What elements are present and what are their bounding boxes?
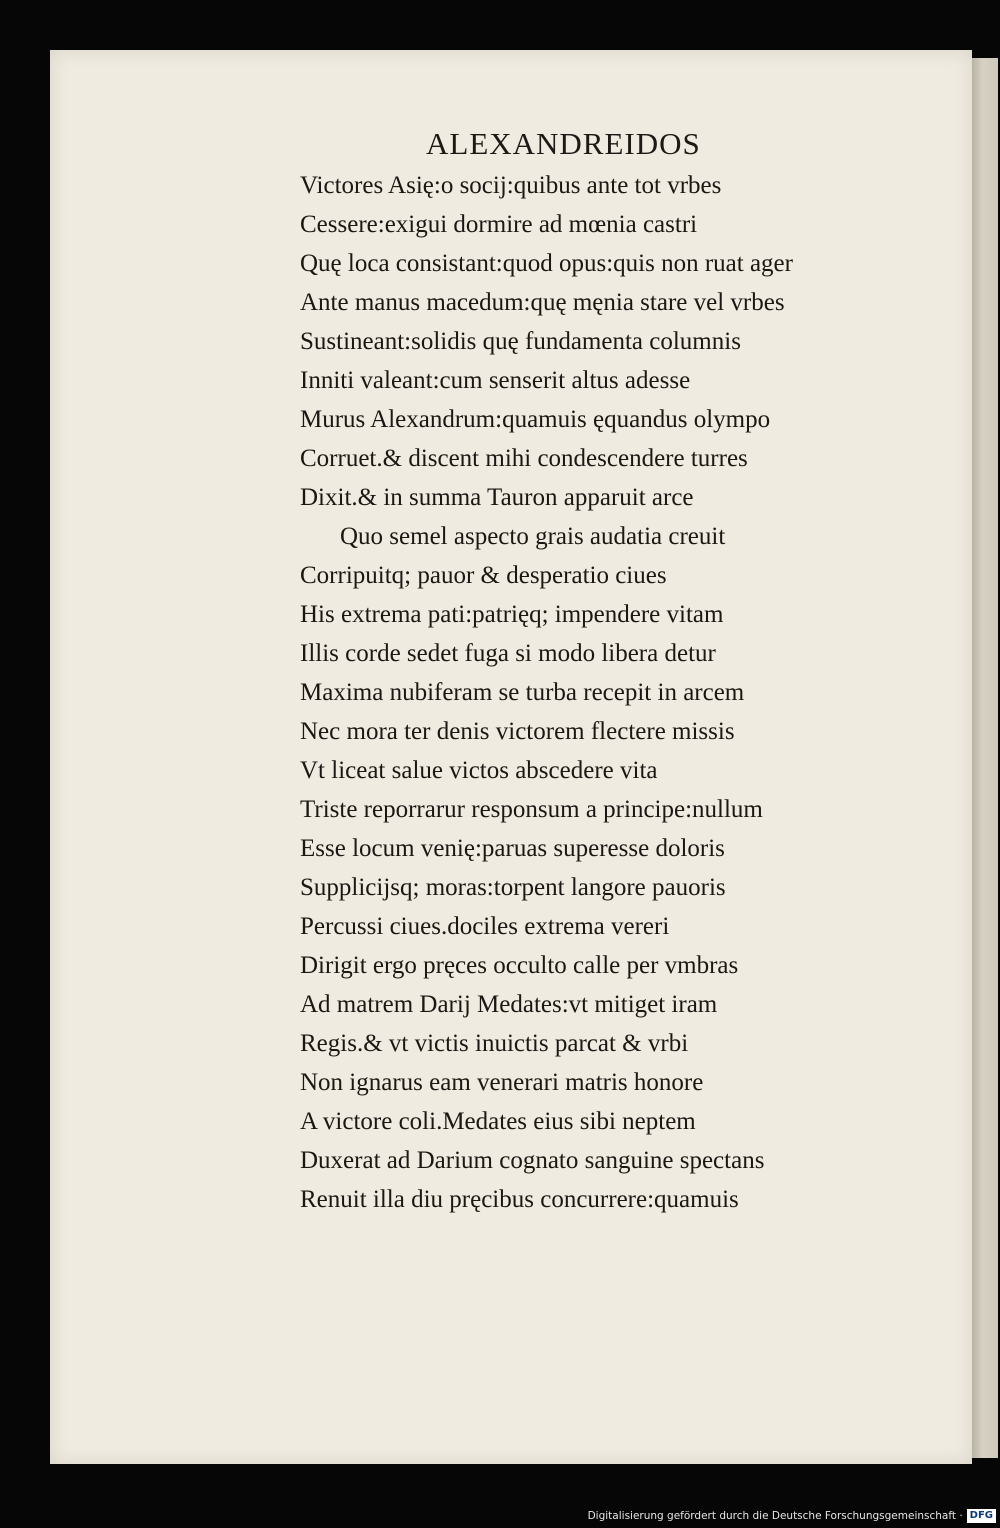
- verse-line: Non ignarus eam venerari matris honore: [300, 1069, 704, 1096]
- verse-line: Duxerat ad Darium cognato sanguine spectans: [300, 1147, 765, 1174]
- verse-line: Supplicijsq; moras:torpent langore pauoris: [300, 874, 726, 901]
- verse-line: Ad matrem Darij Medates:vt mitiget iram: [300, 991, 718, 1018]
- verse-line: Cessere:exigui dormire ad mœnia castri: [300, 211, 698, 238]
- verse-line: Quę loca consistant:quod opus:quis non ruat ager: [300, 250, 793, 277]
- dfg-logo: DFG: [967, 1509, 996, 1523]
- funding-credit-text: Digitalisierung gefördert durch die Deutsche Forschungsgemeinschaft ·: [587, 1510, 963, 1522]
- verse-line: A victore coli.Medates eius sibi neptem: [300, 1108, 696, 1135]
- verse-line: Corruet.& discent mihi condescendere turres: [300, 445, 748, 472]
- page-title: ALEXANDREIDOS: [426, 126, 701, 161]
- verse-line: Vt liceat salue victos abscedere vita: [300, 757, 658, 784]
- funding-credit-bar: [587, 1504, 1000, 1528]
- verse-line: Esse locum venię:paruas superesse doloris: [300, 835, 725, 862]
- verse-line: Maxima nubiferam se turba recepit in arcem: [300, 679, 745, 706]
- verse-line: Corripuitq; pauor & desperatio ciues: [300, 562, 667, 589]
- verse-line: Sustineant:solidis quę fundamenta columnis: [300, 328, 741, 355]
- verse-line: Dixit.& in summa Tauron apparuit arce: [300, 484, 694, 511]
- verse-line: Nec mora ter denis victorem flectere missis: [300, 718, 735, 745]
- verse-line: Quo semel aspecto grais audatia creuit: [340, 523, 726, 550]
- verse-line: Triste reporrarur responsum a principe:nullum: [300, 796, 763, 823]
- verse-line: Murus Alexandrum:quamuis ęquandus olympo: [300, 406, 771, 433]
- verse-line: His extrema pati:patrięq; impendere vitam: [300, 601, 724, 628]
- verse-text: [300, 166, 920, 1219]
- verse-line: Percussi ciues.dociles extrema vereri: [300, 913, 670, 940]
- verse-line: Regis.& vt victis inuictis parcat & vrbi: [300, 1030, 689, 1057]
- verse-line: Illis corde sedet fuga si modo libera detur: [300, 640, 716, 667]
- verse-line: Inniti valeant:cum senserit altus adesse: [300, 367, 691, 394]
- verse-line: Victores Asię:o socij:quibus ante tot vrbes: [300, 172, 722, 199]
- verse-line: Ante manus macedum:quę męnia stare vel vrbes: [300, 289, 785, 316]
- next-page-edge: [972, 58, 998, 1458]
- verse-line: Renuit illa diu pręcibus concurrere:quamuis: [300, 1186, 739, 1213]
- verse-line: Dirigit ergo pręces occulto calle per vmbras: [300, 952, 739, 979]
